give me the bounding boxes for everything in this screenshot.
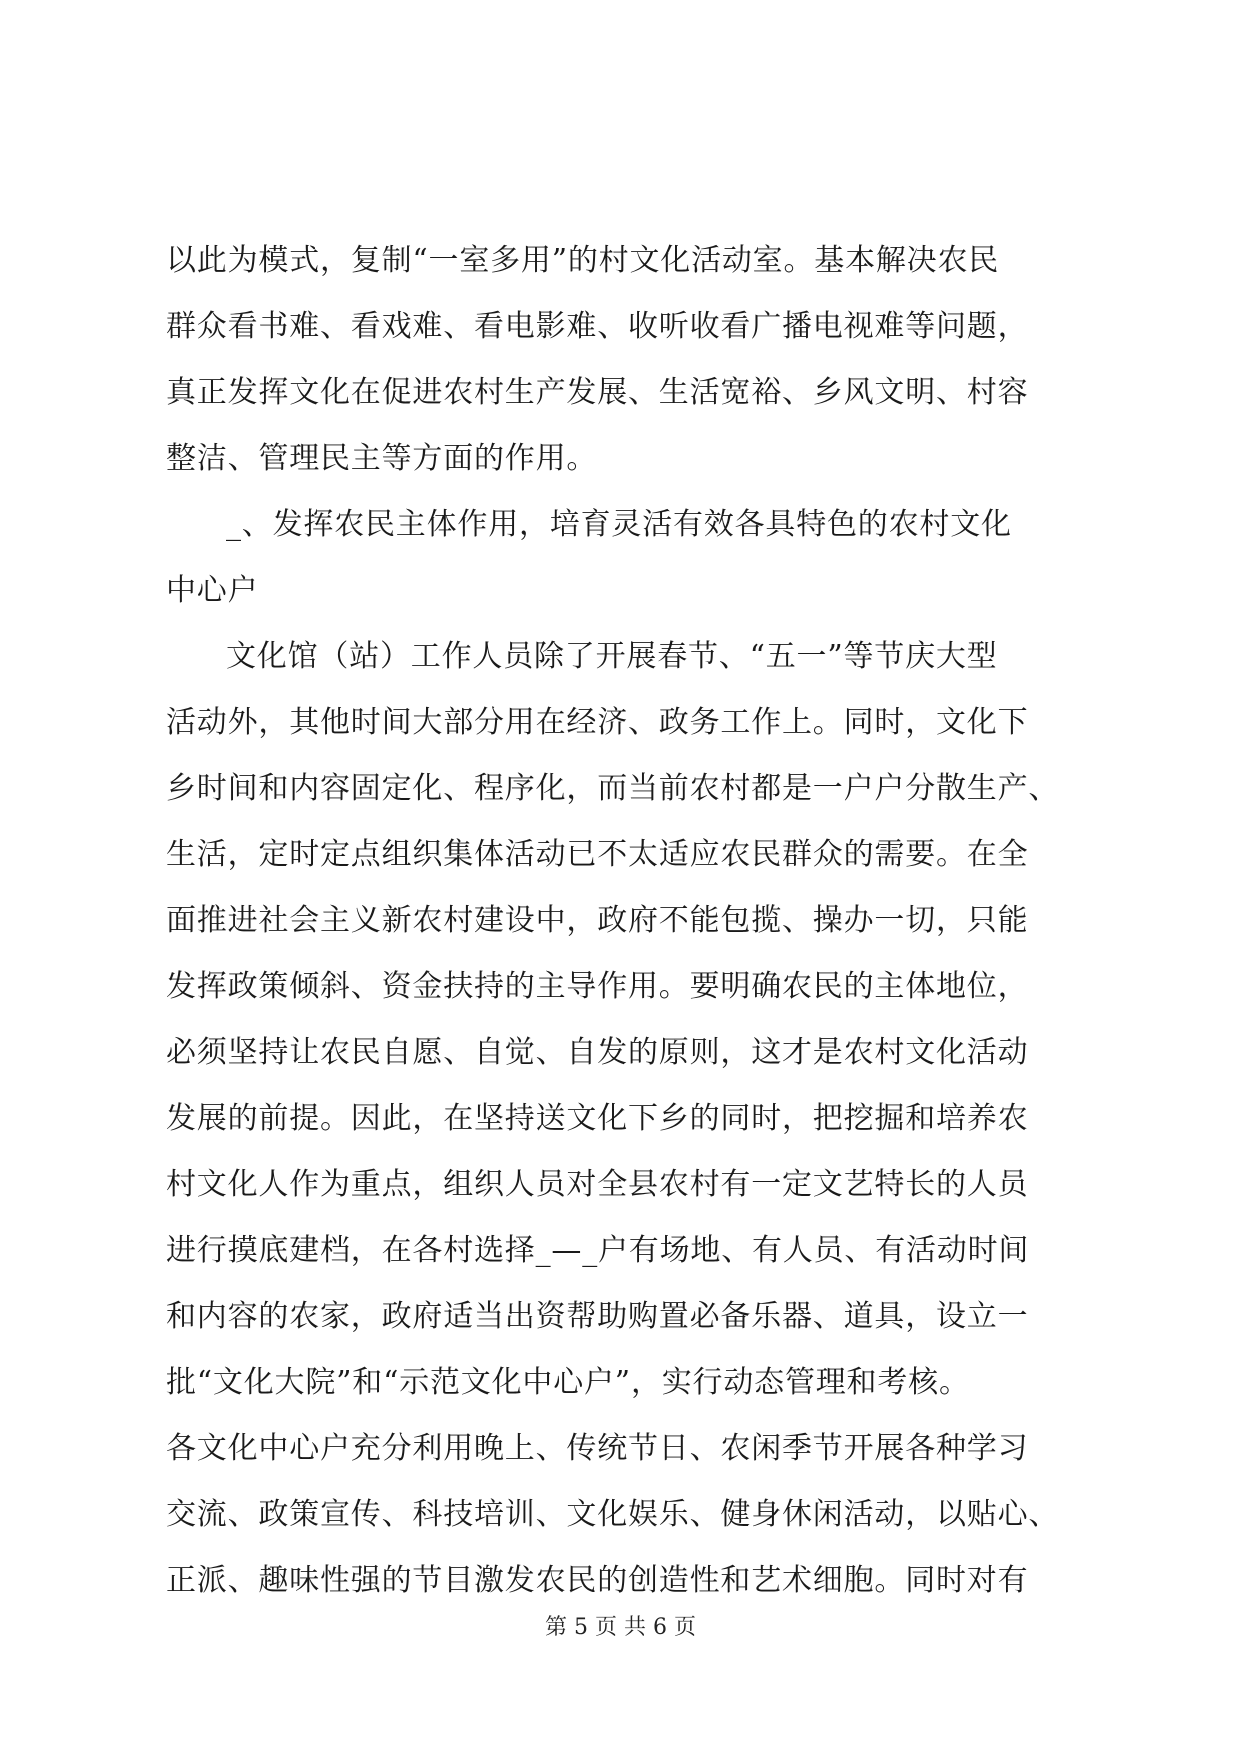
text-line: 文化馆（站）工作人员除了开展春节、“五一”等节庆大型 (226, 639, 998, 674)
text-line: 真正发挥文化在促进农村生产发展、生活宽裕、乡风文明、村容 (166, 375, 1029, 410)
text-line: 整洁、管理民主等方面的作用。 (166, 441, 598, 476)
text-line: 村文化人作为重点，组织人员对全县农村有一定文艺特长的人员 (166, 1167, 1029, 1202)
text-line: 活动外，其他时间大部分用在经济、政务工作上。同时，文化下 (166, 705, 1029, 740)
page-footer: 第 5 页 共 6 页 (545, 1615, 696, 1640)
text-line: 交流、政策宣传、科技培训、文化娱乐、健身休闲活动，以贴心、 (166, 1497, 1060, 1532)
text-line: 正派、趣味性强的节目激发农民的创造性和艺术细胞。同时对有 (166, 1563, 1029, 1598)
text-line: 发挥政策倾斜、资金扶持的主导作用。要明确农民的主体地位， (166, 969, 1029, 1004)
section-heading-paragraph (166, 492, 1078, 624)
text-line: 进行摸底建档，在各村选择_—_户有场地、有人员、有活动时间 (166, 1233, 1030, 1268)
section-heading-line: 中心户 (166, 573, 259, 608)
text-line: 批“文化大院”和“示范文化中心户”，实行动态管理和考核。 (166, 1365, 970, 1400)
text-line: 群众看书难、看戏难、看电影难、收听收看广播电视难等问题， (166, 309, 1029, 344)
section-heading-line: _、发挥农民主体作用，培育灵活有效各具特色的农村文化 (226, 507, 1012, 542)
text-line: 生活，定时定点组织集体活动已不太适应农民群众的需要。在全 (166, 837, 1029, 872)
paragraph-1 (166, 228, 1078, 492)
text-line: 面推进社会主义新农村建设中，政府不能包揽、操办一切，只能 (166, 903, 1029, 938)
paragraph-3 (166, 624, 1078, 1614)
document-body (166, 228, 1078, 1614)
text-line: 必须坚持让农民自愿、自觉、自发的原则，这才是农村文化活动 (166, 1035, 1029, 1070)
text-line: 和内容的农家，政府适当出资帮助购置必备乐器、道具，设立一 (166, 1299, 1029, 1334)
text-line: 发展的前提。因此，在坚持送文化下乡的同时，把挖掘和培养农 (166, 1101, 1029, 1136)
text-line: 乡时间和内容固定化、程序化，而当前农村都是一户户分散生产、 (166, 771, 1060, 806)
text-line: 各文化中心户充分利用晚上、传统节日、农闲季节开展各种学习 (166, 1431, 1029, 1466)
text-line: 以此为模式，复制“一室多用”的村文化活动室。基本解决农民 (166, 243, 1000, 278)
